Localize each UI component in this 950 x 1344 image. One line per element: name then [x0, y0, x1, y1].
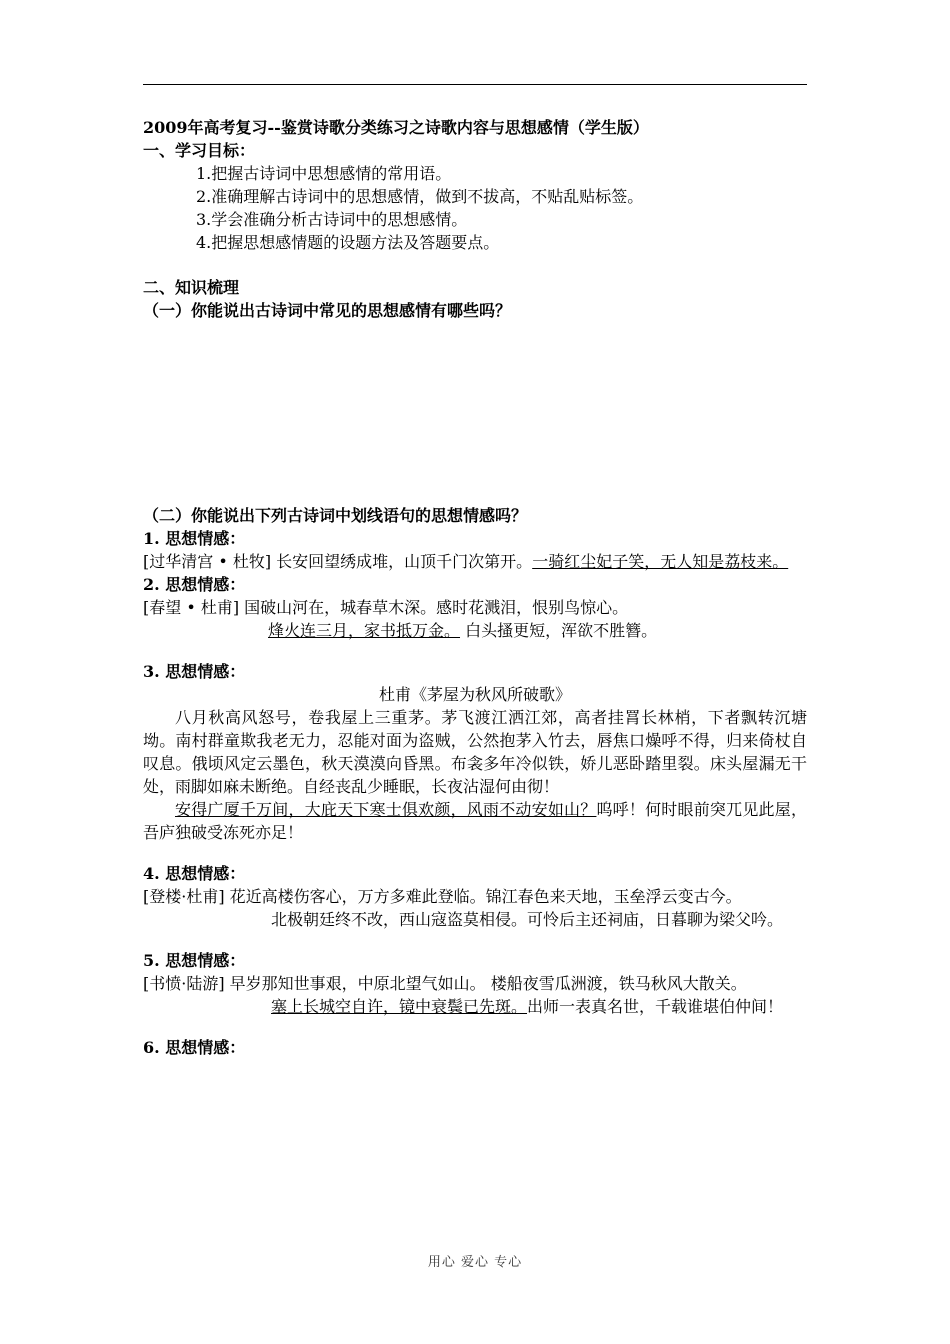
spacer — [143, 1018, 807, 1036]
doc-title: 2009年高考复习--鉴赏诗歌分类练习之诗歌内容与思想感情（学生版） — [143, 118, 649, 137]
item-4-label: 4. 思想情感： — [143, 864, 246, 883]
section-2-heading: 二、知识梳理 — [143, 278, 240, 297]
item-3-para-2 — [143, 798, 807, 844]
item-2-line-2 — [143, 619, 807, 642]
spacer — [143, 254, 807, 276]
document-body — [143, 116, 807, 1059]
item-4-line-2: 北极朝廷终不改，西山寇盗莫相侵。可怜后主还祠庙，日暮聊为梁父吟。 — [271, 910, 784, 929]
question-2: （二）你能说出下列古诗词中划线语句的思想情感吗？ — [143, 506, 528, 525]
spacer — [143, 642, 807, 660]
item-1-label: 1. 思想情感： — [143, 529, 246, 548]
goal-item-4: 4.把握思想感情题的设题方法及答题要点。 — [196, 233, 500, 252]
spacer — [143, 844, 807, 862]
goal-item-1: 1.把握古诗词中思想感情的常用语。 — [196, 164, 452, 183]
question-1: （一）你能说出古诗词中常见的思想感情有哪些吗？ — [143, 301, 512, 320]
spacer — [143, 931, 807, 949]
item-3-text: 呜呼！何时眼前突兀见此屋，吾庐独破受冻死亦足！ — [143, 800, 807, 842]
item-2-line-1: [春望 • 杜甫] 国破山河在，城春草木深。感时花溅泪，恨别鸟惊心。 — [143, 598, 629, 617]
item-5-underlined: 塞上长城空自许，镜中衰鬓已先斑。 — [271, 997, 528, 1016]
item-3-para-1: 八月秋高风怒号，卷我屋上三重茅。茅飞渡江洒江郊，高者挂罥长林梢，下者飘转沉塘坳。南村群童欺我老无力，忍能对面为盗贼，公然抱茅入竹去，唇焦口燥呼不得，归来倚杖自叹息。俄顷风定云墨色，秋天漠漠向昏黑。布衾多年冷似铁，娇儿恶卧踏里裂。床头屋漏无干处，雨脚如麻未断绝。自经丧乱少睡眠，长夜沾湿何由彻！ — [143, 708, 807, 796]
item-5-text: 出师一表真名世，千载谁堪伯仲间！ — [527, 997, 784, 1016]
item-5-line-2 — [143, 995, 807, 1018]
answer-space — [143, 322, 807, 504]
header-rule — [143, 84, 807, 85]
item-4-line-1: [登楼·杜甫] 花近高楼伤客心，万方多难此登临。锦江春色来天地，玉垒浮云变古今。 — [143, 887, 742, 906]
item-5-label: 5. 思想情感： — [143, 951, 246, 970]
item-1-poem — [143, 550, 807, 573]
item-6-label: 6. 思想情感： — [143, 1038, 246, 1057]
item-3-underlined: 安得广厦千万间，大庇天下寒士俱欢颜，风雨不动安如山？ — [175, 800, 597, 819]
item-5-line-1: [书愤·陆游] 早岁那知世事艰，中原北望气如山。 楼船夜雪瓜洲渡，铁马秋风大散关。 — [143, 974, 747, 993]
item-2-underlined: 烽火连三月，家书抵万金。 — [268, 621, 461, 640]
page-footer: 用心 爱心 专心 — [427, 1255, 523, 1270]
section-1-heading: 一、学习目标： — [143, 141, 256, 160]
item-1-text: [过华清宫 • 杜牧] 长安回望绣成堆，山顶千门次第开。 — [143, 552, 533, 571]
item-2-label: 2. 思想情感： — [143, 575, 246, 594]
item-2-text: 白头搔更短，浑欲不胜簪。 — [460, 621, 658, 640]
goal-item-2: 2.准确理解古诗词中的思想感情，做到不拔高，不贴乱贴标签。 — [196, 187, 644, 206]
item-1-underlined: 一骑红尘妃子笑，无人知是荔枝来。 — [532, 552, 789, 571]
goal-item-3: 3.学会准确分析古诗词中的思想感情。 — [196, 210, 468, 229]
item-3-label: 3. 思想情感： — [143, 662, 246, 681]
item-3-poem-title: 杜甫《茅屋为秋风所破歌》 — [378, 685, 571, 704]
